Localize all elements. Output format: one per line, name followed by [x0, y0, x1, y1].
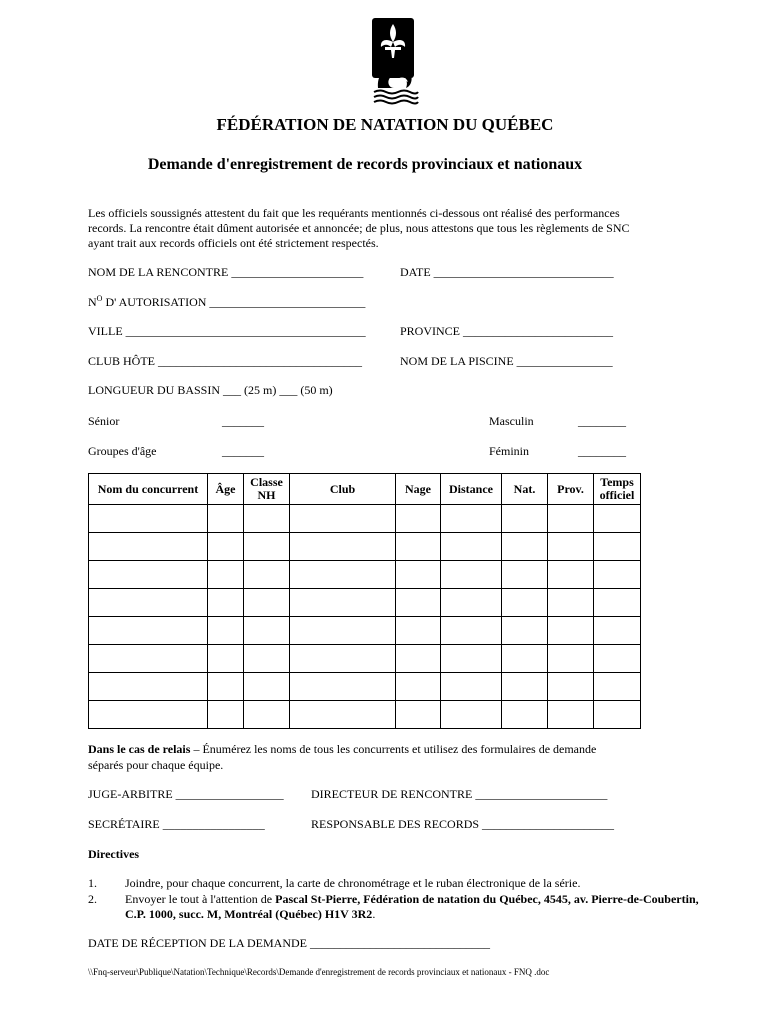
intro-line-1: Les officiels soussignés attestent du fait que les requérants mentionnés ci-dessous ont réalisé des performances: [88, 206, 620, 220]
pool-name-field[interactable]: NOM DE LA PISCINE ________________: [400, 354, 613, 368]
table-cell[interactable]: [208, 533, 244, 561]
table-cell[interactable]: [290, 533, 396, 561]
class-line-2: NH: [257, 488, 276, 502]
directive-1-text: Joindre, pour chaque concurrent, la carte de chronométrage et le ruban électronique de la série.: [125, 876, 581, 890]
table-cell[interactable]: [396, 533, 441, 561]
table-cell[interactable]: [208, 701, 244, 729]
age-groups-label: Groupes d'âge: [88, 444, 157, 458]
records-lead-field[interactable]: RESPONSABLE DES RECORDS ______________________: [311, 817, 615, 831]
relay-text: – Énumérez les noms de tous les concurrents et utilisez des formulaires de demande: [190, 742, 597, 756]
table-cell[interactable]: [89, 617, 208, 645]
table-row: [89, 505, 641, 533]
table-cell[interactable]: [548, 533, 594, 561]
table-cell[interactable]: [244, 673, 290, 701]
directive-2-num: 2.: [88, 892, 97, 906]
table-cell[interactable]: [290, 645, 396, 673]
relay-note-line-2: séparés pour chaque équipe.: [88, 758, 224, 772]
table-cell[interactable]: [594, 505, 641, 533]
directive-2-line-2: [125, 907, 375, 922]
table-cell[interactable]: [208, 617, 244, 645]
table-cell[interactable]: [89, 701, 208, 729]
table-cell[interactable]: [244, 561, 290, 589]
table-cell[interactable]: [502, 645, 548, 673]
intro-line-2: records. La rencontre était dûment autorisée et annoncée; de plus, nous attestons que tous les règlements de SNC: [88, 221, 630, 235]
time-line-1: Temps: [600, 475, 634, 489]
col-header-age: Âge: [208, 474, 244, 505]
col-header-nat: Nat.: [502, 474, 548, 505]
directive-2-text: [125, 892, 699, 907]
table-cell[interactable]: [396, 673, 441, 701]
table-cell[interactable]: [244, 617, 290, 645]
table-row: [89, 673, 641, 701]
table-cell[interactable]: [89, 561, 208, 589]
table-cell[interactable]: [502, 589, 548, 617]
file-path-footer: \\Fnq-serveur\Publique\Natation\Technique\Records\Demande d'enregistrement de records provinciaux et nationaux - FNQ .doc: [88, 967, 550, 977]
date-field[interactable]: DATE ______________________________: [400, 265, 614, 279]
col-header-distance: Distance: [441, 474, 502, 505]
table-cell[interactable]: [290, 673, 396, 701]
table-cell[interactable]: [244, 645, 290, 673]
document-subtitle: Demande d'enregistrement de records provinciaux et nationaux: [147, 156, 583, 173]
male-blank[interactable]: ________: [578, 414, 626, 428]
table-cell[interactable]: [594, 701, 641, 729]
table-cell[interactable]: [502, 673, 548, 701]
table-header-row: [89, 474, 641, 505]
table-row: [89, 533, 641, 561]
table-row: [89, 645, 641, 673]
table-cell[interactable]: [89, 589, 208, 617]
directive-2-address-1: Pascal St-Pierre, Fédération de natation du Québec, 4545, av. Pierre-de-Coubertin,: [275, 892, 699, 906]
table-cell[interactable]: [244, 701, 290, 729]
authorization-field[interactable]: [88, 294, 365, 310]
table-cell[interactable]: [441, 505, 502, 533]
reception-date-field[interactable]: DATE DE RÉCEPTION DE LA DEMANDE ______________________________: [88, 936, 490, 950]
table-cell[interactable]: [441, 561, 502, 589]
directives-heading: Directives: [88, 847, 140, 861]
table-row: [89, 617, 641, 645]
directive-2-address-2: C.P. 1000, succ. M, Montréal (Québec) H1V 3R2: [125, 907, 373, 921]
col-header-prov: Prov.: [548, 474, 594, 505]
table-cell[interactable]: [548, 561, 594, 589]
table-cell[interactable]: [502, 533, 548, 561]
table-cell[interactable]: [594, 617, 641, 645]
senior-blank[interactable]: _______: [222, 414, 264, 428]
directive-2-end: .: [372, 907, 376, 921]
table-cell[interactable]: [548, 505, 594, 533]
host-club-field[interactable]: CLUB HÔTE __________________________________: [88, 354, 362, 368]
table-row: [89, 701, 641, 729]
table-cell[interactable]: [208, 645, 244, 673]
fnq-logo-icon: [368, 16, 422, 106]
table-cell[interactable]: [548, 673, 594, 701]
col-header-club: Club: [290, 474, 396, 505]
meet-director-field[interactable]: DIRECTEUR DE RENCONTRE ______________________: [311, 787, 608, 801]
female-blank[interactable]: ________: [578, 444, 626, 458]
table-cell[interactable]: [441, 589, 502, 617]
age-groups-blank[interactable]: _______: [222, 444, 264, 458]
senior-label: Sénior: [88, 414, 120, 428]
table-cell[interactable]: [441, 533, 502, 561]
table-cell[interactable]: [396, 617, 441, 645]
auth-label: D' AUTORISATION __________________________: [102, 295, 366, 309]
table-cell[interactable]: [89, 505, 208, 533]
table-cell[interactable]: [548, 589, 594, 617]
col-header-class: [244, 474, 290, 505]
table-cell[interactable]: [441, 617, 502, 645]
table-cell[interactable]: [244, 505, 290, 533]
table-cell[interactable]: [89, 533, 208, 561]
directive-1-num: 1.: [88, 876, 97, 890]
table-cell[interactable]: [502, 561, 548, 589]
col-header-name: Nom du concurrent: [89, 474, 208, 505]
table-cell[interactable]: [594, 645, 641, 673]
table-cell[interactable]: [548, 701, 594, 729]
table-cell[interactable]: [441, 673, 502, 701]
table-cell[interactable]: [594, 533, 641, 561]
document-title: FÉDÉRATION DE NATATION DU QUÉBEC: [216, 115, 554, 134]
table-cell[interactable]: [244, 589, 290, 617]
pool-length-field[interactable]: LONGUEUR DU BASSIN ___ (25 m) ___ (50 m): [88, 383, 333, 397]
table-cell[interactable]: [290, 561, 396, 589]
meet-name-field[interactable]: NOM DE LA RENCONTRE ______________________: [88, 265, 364, 279]
table-cell[interactable]: [290, 701, 396, 729]
table-cell[interactable]: [594, 673, 641, 701]
table-cell[interactable]: [89, 673, 208, 701]
table-cell[interactable]: [208, 505, 244, 533]
competitors-table: [88, 473, 641, 729]
table-cell[interactable]: [396, 589, 441, 617]
secretary-field[interactable]: SECRÉTAIRE _________________: [88, 817, 265, 831]
col-header-stroke: Nage: [396, 474, 441, 505]
table-cell[interactable]: [208, 561, 244, 589]
table-cell[interactable]: [244, 533, 290, 561]
table-cell[interactable]: [396, 561, 441, 589]
male-label: Masculin: [489, 414, 534, 428]
table-cell[interactable]: [208, 589, 244, 617]
table-cell[interactable]: [290, 505, 396, 533]
table-cell[interactable]: [396, 505, 441, 533]
table-cell[interactable]: [290, 617, 396, 645]
referee-field[interactable]: JUGE-ARBITRE __________________: [88, 787, 284, 801]
table-row: [89, 589, 641, 617]
relay-note: [88, 742, 596, 757]
table-cell[interactable]: [441, 645, 502, 673]
table-cell[interactable]: [441, 701, 502, 729]
directive-2-pre: Envoyer le tout à l'attention de: [125, 892, 276, 906]
table-cell[interactable]: [502, 701, 548, 729]
table-cell[interactable]: [502, 505, 548, 533]
table-cell[interactable]: [396, 645, 441, 673]
table-cell[interactable]: [594, 589, 641, 617]
auth-superscript: O: [96, 294, 103, 303]
table-cell[interactable]: [290, 589, 396, 617]
table-cell[interactable]: [396, 701, 441, 729]
table-cell[interactable]: [548, 617, 594, 645]
city-field[interactable]: VILLE ________________________________________: [88, 324, 366, 338]
intro-line-3: ayant trait aux records officiels ont été strictement respectés.: [88, 236, 379, 250]
class-line-1: Classe: [250, 475, 283, 489]
table-row: [89, 561, 641, 589]
table-cell[interactable]: [502, 617, 548, 645]
table-cell[interactable]: [594, 561, 641, 589]
province-field[interactable]: PROVINCE _________________________: [400, 324, 614, 338]
time-line-2: officiel: [599, 488, 635, 502]
table-cell[interactable]: [89, 645, 208, 673]
table-cell[interactable]: [548, 645, 594, 673]
auth-prefix: N: [88, 295, 97, 309]
relay-bold: Dans le cas de relais: [88, 742, 191, 756]
col-header-time: [594, 474, 641, 505]
table-cell[interactable]: [208, 673, 244, 701]
female-label: Féminin: [489, 444, 530, 458]
